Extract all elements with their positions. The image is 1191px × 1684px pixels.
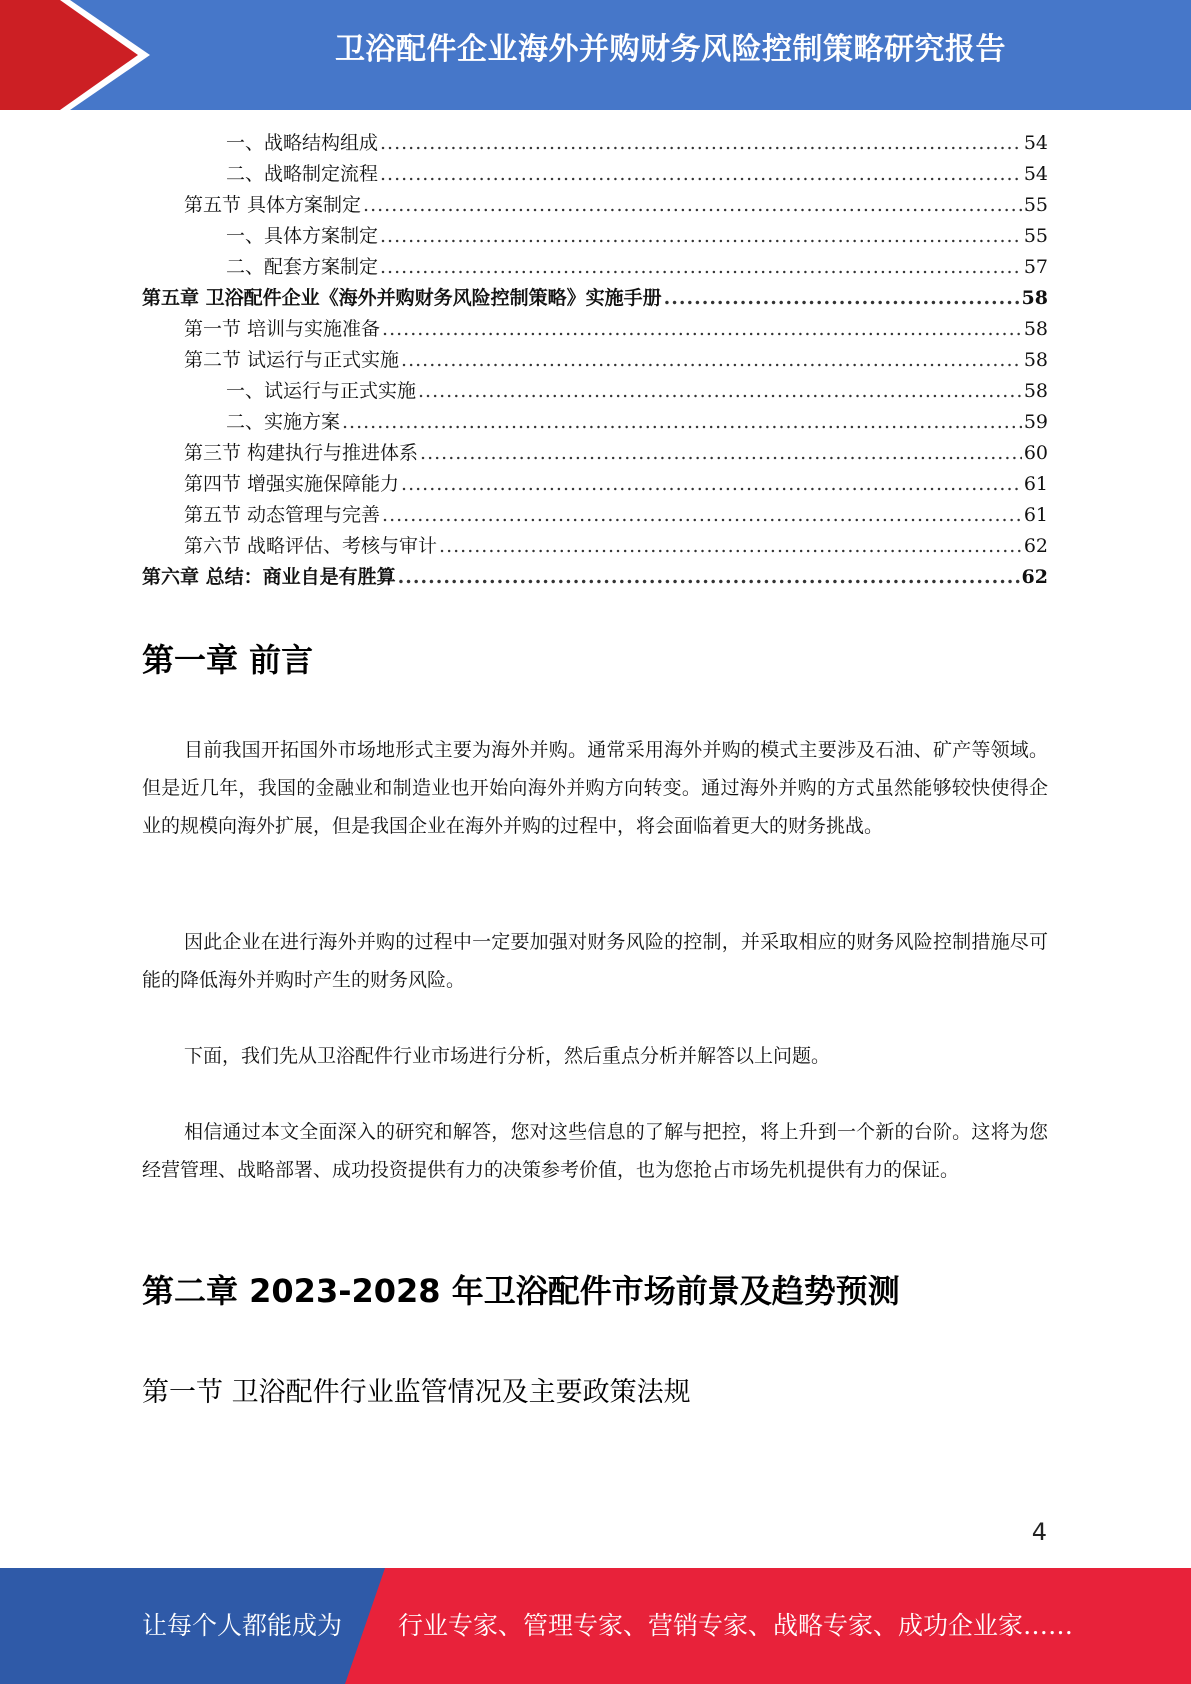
toc-entry-label: 第六节 战略评估、考核与审计	[184, 535, 438, 557]
toc-entry[interactable]	[142, 407, 1048, 438]
chapter-1-paragraph: 下面，我们先从卫浴配件行业市场进行分析，然后重点分析并解答以上问题。	[184, 1045, 831, 1067]
toc-entry[interactable]	[142, 376, 1048, 407]
toc-leader-dots	[401, 469, 1022, 500]
toc-leader-dots	[398, 562, 1020, 593]
toc-entry-page: 54	[1023, 132, 1048, 154]
toc-entry-label: 第五节 具体方案制定	[184, 194, 362, 216]
toc-entry-page: 58	[1023, 349, 1048, 371]
toc-entry-label: 二、战略制定流程	[226, 163, 379, 185]
toc-entry[interactable]	[142, 314, 1048, 345]
toc-entry-label: 第一节 培训与实施准备	[184, 318, 381, 340]
toc-entry-page: 58	[1023, 318, 1048, 340]
toc-leader-dots	[664, 283, 1020, 314]
toc-entry-page: 58	[1023, 380, 1048, 402]
toc-entry-page: 62	[1023, 535, 1048, 557]
toc-entry-label: 第五章 卫浴配件企业《海外并购财务风险控制策略》实施手册	[142, 287, 662, 309]
toc-entry-page: 61	[1023, 504, 1048, 526]
toc-entry-label: 第六章 总结：商业自是有胜算	[142, 566, 396, 588]
toc-leader-dots	[380, 252, 1022, 283]
toc-entry-page: 54	[1023, 163, 1048, 185]
chapter-1-heading: 第一章 前言	[142, 641, 314, 679]
footer-slogan-left: 让每个人都能成为	[142, 1611, 343, 1640]
toc-leader-dots	[418, 376, 1022, 407]
toc-entry-label: 一、具体方案制定	[226, 225, 379, 247]
toc-entry[interactable]	[142, 469, 1048, 500]
page-number: 4	[1031, 1518, 1047, 1546]
chapter-1-paragraph: 目前我国开拓国外市场地形式主要为海外并购。通常采用海外并购的模式主要涉及石油、矿产等领域。但是近几年，我国的金融业和制造业也开始向海外并购方向转变。通过海外并购的方式虽然能够较快使得企业的规模向海外扩展，但是我国企业在海外并购的过程中，将会面临着更大的财务挑战。	[142, 739, 1048, 837]
toc-entry[interactable]	[142, 128, 1048, 159]
toc-entry-page: 55	[1023, 225, 1048, 247]
toc-entry[interactable]	[142, 438, 1048, 469]
toc-leader-dots	[420, 438, 1022, 469]
page-footer	[0, 1568, 1191, 1684]
chapter-1-paragraph: 因此企业在进行海外并购的过程中一定要加强对财务风险的控制，并采取相应的财务风险控制措施尽可能的降低海外并购时产生的财务风险。	[142, 931, 1048, 991]
toc-leader-dots	[382, 314, 1022, 345]
toc-entry-page: 58	[1021, 287, 1048, 309]
footer-slogan-right: 行业专家、管理专家、营销专家、战略专家、成功企业家……	[398, 1611, 1074, 1640]
toc-entry-label: 第三节 构建执行与推进体系	[184, 442, 419, 464]
toc-entry-page: 55	[1023, 194, 1048, 216]
toc-leader-dots	[342, 407, 1022, 438]
toc-leader-dots	[380, 221, 1022, 252]
section-1-heading: 第一节 卫浴配件行业监管情况及主要政策法规	[142, 1377, 691, 1408]
toc-entry-label: 第四节 增强实施保障能力	[184, 473, 400, 495]
toc-leader-dots	[380, 159, 1022, 190]
toc-chapter-entry[interactable]	[142, 562, 1048, 593]
toc-entry-label: 二、实施方案	[226, 411, 341, 433]
toc-leader-dots	[363, 190, 1022, 221]
toc-leader-dots	[401, 345, 1022, 376]
toc-entry[interactable]	[142, 159, 1048, 190]
chapter-1-paragraph: 相信通过本文全面深入的研究和解答，您对这些信息的了解与把控，将上升到一个新的台阶。这将为您经营管理、战略部署、成功投资提供有力的决策参考价值，也为您抢占市场先机提供有力的保证。	[142, 1121, 1048, 1181]
toc-entry-page: 60	[1023, 442, 1048, 464]
toc-leader-dots	[439, 531, 1022, 562]
toc-entry[interactable]	[142, 531, 1048, 562]
toc-entry-label: 二、配套方案制定	[226, 256, 379, 278]
toc-entry-label: 一、试运行与正式实施	[226, 380, 417, 402]
toc-chapter-entry[interactable]	[142, 283, 1048, 314]
toc-entry[interactable]	[142, 221, 1048, 252]
report-title: 卫浴配件企业海外并购财务风险控制策略研究报告	[335, 32, 1006, 67]
toc-entry-page: 57	[1023, 256, 1048, 278]
toc-entry-page: 61	[1023, 473, 1048, 495]
toc-leader-dots	[380, 128, 1022, 159]
table-of-contents	[142, 128, 1048, 593]
toc-entry-page: 62	[1021, 566, 1048, 588]
toc-entry-label: 第二节 试运行与正式实施	[184, 349, 400, 371]
header-arrow-decoration	[0, 0, 160, 110]
toc-entry-label: 一、战略结构组成	[226, 132, 379, 154]
toc-entry-page: 59	[1023, 411, 1048, 433]
toc-entry[interactable]	[142, 345, 1048, 376]
chapter-2-heading: 第二章 2023-2028 年卫浴配件市场前景及趋势预测	[142, 1272, 900, 1310]
toc-entry[interactable]	[142, 190, 1048, 221]
page-header	[0, 0, 1191, 110]
toc-entry[interactable]	[142, 500, 1048, 531]
toc-entry[interactable]	[142, 252, 1048, 283]
toc-leader-dots	[382, 500, 1022, 531]
toc-entry-label: 第五节 动态管理与完善	[184, 504, 381, 526]
